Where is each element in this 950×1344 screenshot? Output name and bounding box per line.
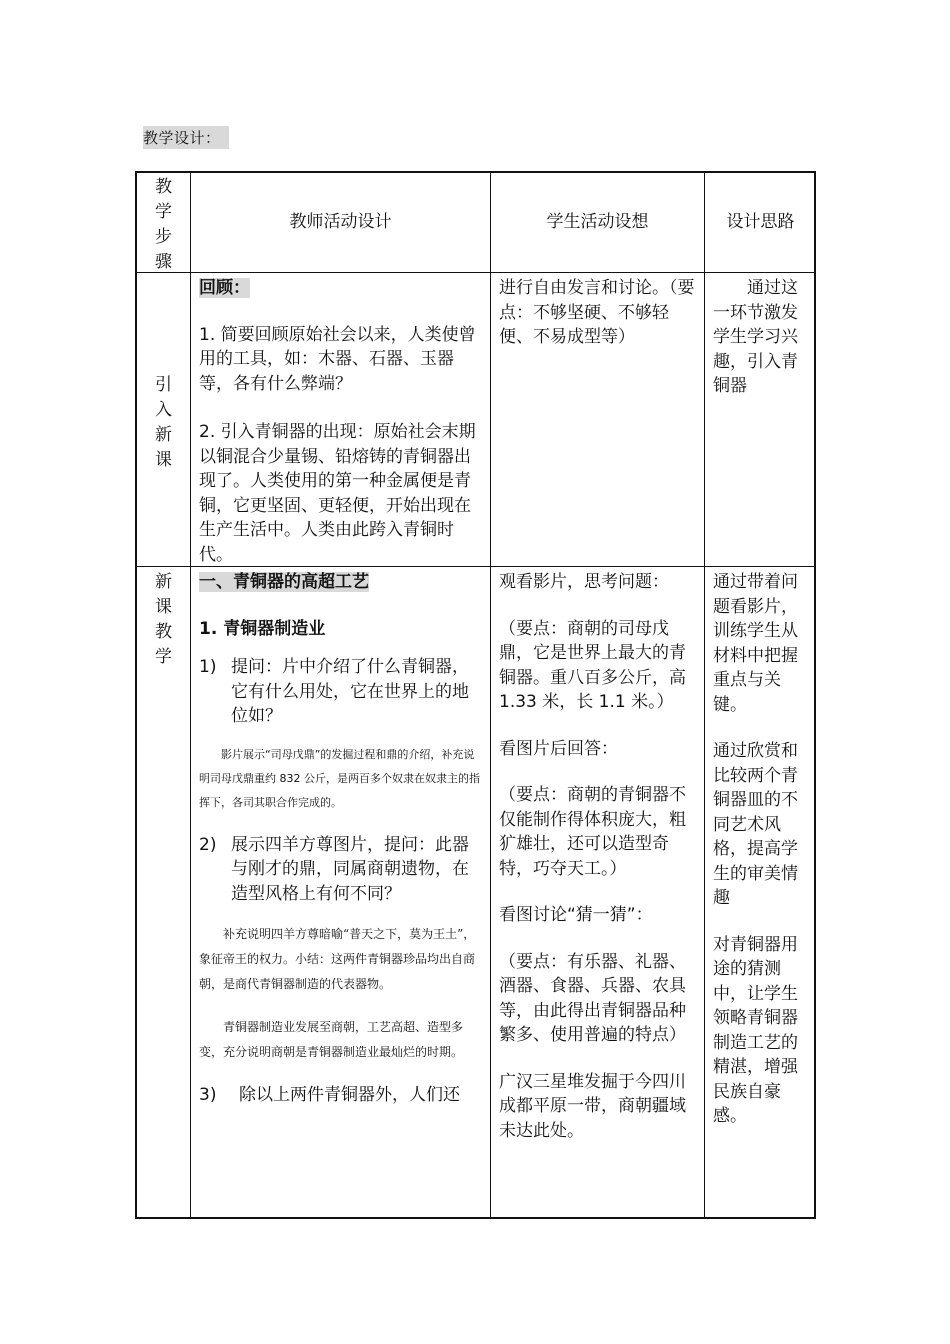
- row2-step-char: 课: [155, 597, 172, 617]
- question-number: 2): [199, 834, 217, 855]
- row2-step-char: 教: [155, 622, 172, 642]
- supplement-note-1: 影片展示“司母戊鼎”的发掘过程和鼎的介绍，补充说明司母戊鼎重约 832 公斤，是两百多个奴隶在奴隶主的指挥下，各司其职合作完成的。: [199, 747, 480, 809]
- row1-step-char: 课: [155, 450, 172, 470]
- question-text: 展示四羊方尊图片，提问：此器与刚才的鼎，同属商朝遗物，在造型风格上有何不同？: [231, 834, 469, 904]
- question-3: [199, 1083, 485, 1108]
- header-teacher: 教师活动设计: [289, 212, 392, 233]
- row1-step-char: 引: [155, 375, 172, 395]
- column-divider: [704, 173, 705, 1217]
- lesson-plan-table: [135, 171, 816, 1219]
- header-step-char: 教: [155, 177, 172, 197]
- design-note-1: 通过带着问题看影片，训练学生从材料中把握重点与关键。: [713, 572, 798, 715]
- column-divider: [490, 173, 491, 1217]
- student-activity-1: 观看影片，思考问题：: [499, 572, 669, 592]
- row2-step: [137, 570, 190, 670]
- row2-design: [713, 570, 813, 1129]
- header-student: 学生活动设想: [546, 212, 649, 233]
- section-title: 一、青铜器的高超工艺: [199, 572, 369, 592]
- row2-teacher: [199, 570, 485, 1108]
- row1-step-char: 新: [155, 425, 172, 445]
- row1-teacher: [199, 276, 485, 567]
- row2-step-char: 学: [155, 647, 172, 667]
- student-activity-3: 看图讨论“猜一猜”：: [499, 905, 653, 925]
- question-text: 除以上两件青铜器外，人们还: [239, 1085, 460, 1105]
- supplement-note-2: 补充说明四羊方尊暗喻“普天之下，莫为王土”，象征帝王的权力。小结：这两件青铜器珍品均出自商朝，是商代青铜器制造的代表器物。: [199, 927, 476, 991]
- column-divider: [190, 173, 191, 1217]
- supplement-note-3: 青铜器制造业发展至商朝，工艺高超、造型多变，充分说明商朝是青铜器制造业最灿烂的时期。: [199, 1020, 464, 1059]
- row1-step: [137, 373, 190, 473]
- header-design: 设计思路: [726, 212, 795, 233]
- header-step: [137, 175, 190, 271]
- row-divider: [137, 272, 814, 273]
- question-1: [199, 655, 485, 729]
- student-answer-1: （要点：商朝的司母戊鼎，它是世界上最大的青铜器。重八百多公斤，高 1.33 米，长 1.1 米。）: [499, 618, 686, 712]
- page-label: 教学设计：: [143, 126, 229, 149]
- student-answer-2: （要点：商朝的青铜器不仅能制作得体积庞大，粗犷雄壮，还可以造型奇特，巧夺天工。）: [499, 785, 686, 879]
- student-activity-2: 看图片后回答：: [499, 738, 618, 759]
- row1-step-char: 入: [155, 400, 172, 420]
- review-title: 回顾：: [199, 278, 250, 298]
- review-point-1: 1. 简要回顾原始社会以来，人类使曾用的工具，如：木器、石器、玉器等，各有什么弊端？: [199, 324, 476, 394]
- header-step-char: 骤: [155, 252, 172, 272]
- row2-step-char: 新: [155, 572, 172, 592]
- review-point-2: 2. 引入青铜器的出现：原始社会末期以铜混合少量锡、铅熔铸的青铜器出现了。人类使用的第一种金属便是青铜，它更坚固、更轻便，开始出现在生产生活中。人类由此跨入青铜时代。: [199, 422, 476, 565]
- question-2: [199, 833, 485, 907]
- question-number: 1): [199, 657, 217, 677]
- student-answer-3: （要点：有乐器、礼器、酒器、食器、兵器、农具等，由此得出青铜器品种繁多、使用普遍的特点）: [499, 951, 686, 1045]
- design-note-3: 对青铜器用途的猜测中，让学生领略青铜器制造工艺的精湛，增强民族自豪感。: [713, 934, 798, 1126]
- row1-design: 通过这一环节激发学生学习兴趣，引入青铜器: [713, 278, 798, 396]
- row2-student: [499, 570, 699, 1143]
- header-step-char: 学: [155, 202, 172, 222]
- question-number: 3): [199, 1085, 217, 1105]
- student-note: 广汉三星堆发掘于今四川成都平原一带，商朝疆域未达此处。: [499, 1071, 686, 1141]
- header-step-char: 步: [155, 227, 172, 247]
- question-text: 提问：片中介绍了什么青铜器，它有什么用处，它在世界上的地位如？: [231, 657, 469, 726]
- row1-student: 进行自由发言和讨论。（要点：不够坚硬、不够轻便、不易成型等）: [499, 278, 695, 347]
- subsection-title: 1. 青铜器制造业: [199, 618, 326, 639]
- design-note-2: 通过欣赏和比较两个青铜器皿的不同艺术风格，提高学生的审美情趣: [713, 741, 798, 908]
